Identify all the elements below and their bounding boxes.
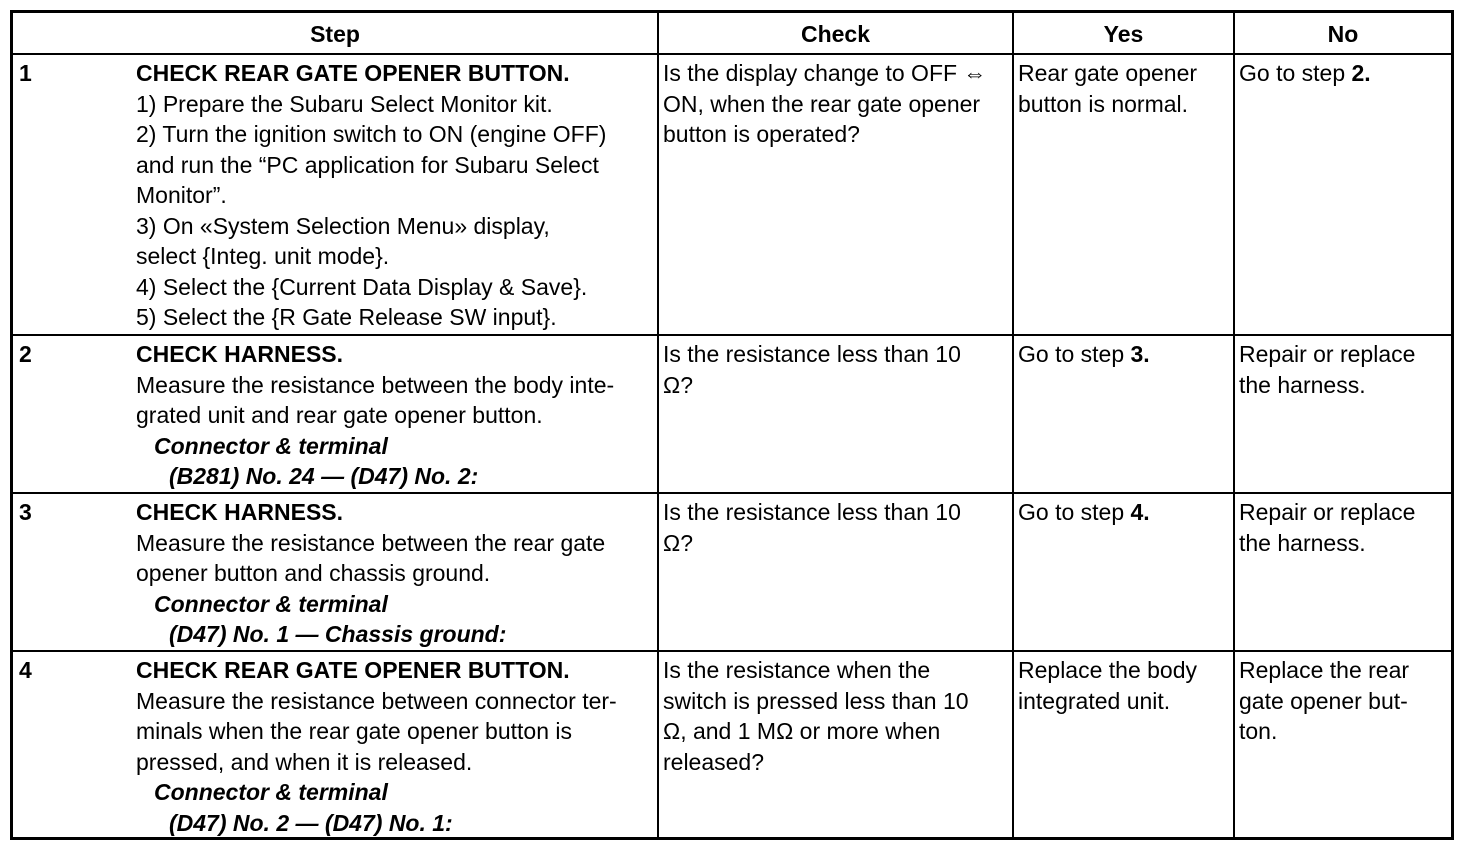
yes-line: Rear gate opener bbox=[1018, 60, 1198, 86]
step-title: CHECK HARNESS. bbox=[136, 499, 344, 525]
troubleshooting-table bbox=[10, 10, 1454, 840]
check-cell bbox=[663, 655, 1011, 777]
yes-text: Go to step bbox=[1018, 499, 1131, 525]
step-line: pressed, and when it is released. bbox=[136, 748, 473, 775]
step-number: 2 bbox=[19, 341, 32, 367]
check-line: Is the resistance when the bbox=[663, 657, 931, 683]
no-line: the harness. bbox=[1239, 371, 1366, 398]
yes-step-ref: 4. bbox=[1130, 499, 1150, 525]
step-number: 1 bbox=[19, 60, 32, 86]
no-step-ref: 2. bbox=[1351, 60, 1371, 86]
no-line bbox=[1239, 58, 1449, 89]
no-line: Repair or replace bbox=[1239, 341, 1416, 367]
step-title: CHECK REAR GATE OPENER BUTTON. bbox=[136, 657, 570, 683]
check-line: Ω, and 1 MΩ or more when bbox=[663, 718, 941, 744]
yes-line: button is normal. bbox=[1018, 90, 1189, 117]
step-description bbox=[136, 497, 654, 650]
yes-text: Go to step bbox=[1018, 341, 1131, 367]
header-step: Step bbox=[310, 20, 360, 47]
check-line: Is the resistance less than 10 bbox=[663, 499, 961, 525]
header-no: No bbox=[1327, 20, 1359, 47]
step-line: 1) Prepare the Subaru Select Monitor kit. bbox=[136, 90, 553, 117]
check-line: released? bbox=[663, 748, 765, 775]
yes-line: integrated unit. bbox=[1018, 687, 1171, 714]
connector-value: (D47) No. 1 — Chassis ground: bbox=[169, 621, 507, 647]
column-divider bbox=[1012, 13, 1014, 837]
no-line: ton. bbox=[1239, 718, 1278, 744]
check-line: ON, when the rear gate opener bbox=[663, 90, 981, 117]
no-text: Go to step bbox=[1239, 60, 1352, 86]
row-divider bbox=[13, 650, 1451, 652]
step-number: 4 bbox=[19, 657, 32, 683]
row-divider bbox=[13, 492, 1451, 494]
no-line: Replace the rear bbox=[1239, 657, 1410, 683]
step-line: 4) Select the {Current Data Display & Save}. bbox=[136, 273, 588, 300]
no-line: Repair or replace bbox=[1239, 499, 1416, 525]
step-line: grated unit and rear gate opener button. bbox=[136, 402, 543, 428]
no-line: the harness. bbox=[1239, 529, 1366, 556]
step-line: Measure the resistance between the body inte- bbox=[136, 371, 615, 398]
step-number: 3 bbox=[19, 499, 32, 525]
step-line: and run the “PC application for Subaru Select bbox=[136, 151, 599, 178]
no-cell bbox=[1239, 497, 1449, 558]
yes-cell bbox=[1018, 339, 1232, 370]
step-line: minals when the rear gate opener button is bbox=[136, 718, 572, 744]
check-cell bbox=[663, 497, 1011, 558]
header-yes: Yes bbox=[1103, 20, 1144, 47]
step-line: Measure the resistance between connector ter- bbox=[136, 687, 617, 714]
check-cell bbox=[663, 58, 1011, 150]
connector-label: Connector & terminal bbox=[154, 590, 388, 617]
row-divider bbox=[13, 334, 1451, 336]
check-line: Ω? bbox=[663, 371, 693, 398]
connector-label: Connector & terminal bbox=[154, 432, 388, 459]
check-line: button is operated? bbox=[663, 121, 860, 147]
connector-label: Connector & terminal bbox=[154, 779, 388, 805]
step-description bbox=[136, 655, 654, 838]
step-line: opener button and chassis ground. bbox=[136, 560, 491, 586]
no-cell bbox=[1239, 339, 1449, 400]
check-cell bbox=[663, 339, 1011, 400]
step-line: 5) Select the {R Gate Release SW input}. bbox=[136, 304, 557, 330]
check-line: Is the display change to OFF ⇔ bbox=[663, 60, 987, 86]
yes-line: Replace the body bbox=[1018, 657, 1198, 683]
step-line: Measure the resistance between the rear gate bbox=[136, 529, 606, 556]
step-line: 2) Turn the ignition switch to ON (engine OFF) bbox=[136, 121, 607, 147]
column-divider bbox=[1233, 13, 1235, 837]
connector-value: (B281) No. 24 — (D47) No. 2: bbox=[169, 463, 479, 489]
yes-line bbox=[1018, 497, 1232, 528]
yes-cell bbox=[1018, 655, 1232, 716]
no-line: gate opener but- bbox=[1239, 687, 1408, 714]
yes-step-ref: 3. bbox=[1130, 341, 1150, 367]
step-title: CHECK HARNESS. bbox=[136, 341, 344, 367]
no-cell bbox=[1239, 58, 1449, 89]
yes-cell bbox=[1018, 58, 1232, 119]
connector-value: (D47) No. 2 — (D47) No. 1: bbox=[169, 809, 453, 836]
step-line: Monitor”. bbox=[136, 182, 227, 208]
yes-line bbox=[1018, 339, 1232, 370]
check-line: switch is pressed less than 10 bbox=[663, 687, 969, 714]
step-description bbox=[136, 339, 654, 492]
step-line: 3) On «System Selection Menu» display, bbox=[136, 212, 550, 239]
check-line: Is the resistance less than 10 bbox=[663, 341, 961, 367]
column-divider bbox=[657, 13, 659, 837]
header-check: Check bbox=[800, 20, 871, 47]
step-line: select {Integ. unit mode}. bbox=[136, 243, 390, 269]
step-title: CHECK REAR GATE OPENER BUTTON. bbox=[136, 60, 570, 86]
yes-cell bbox=[1018, 497, 1232, 528]
step-description bbox=[136, 58, 654, 333]
check-line: Ω? bbox=[663, 529, 693, 556]
no-cell bbox=[1239, 655, 1449, 747]
